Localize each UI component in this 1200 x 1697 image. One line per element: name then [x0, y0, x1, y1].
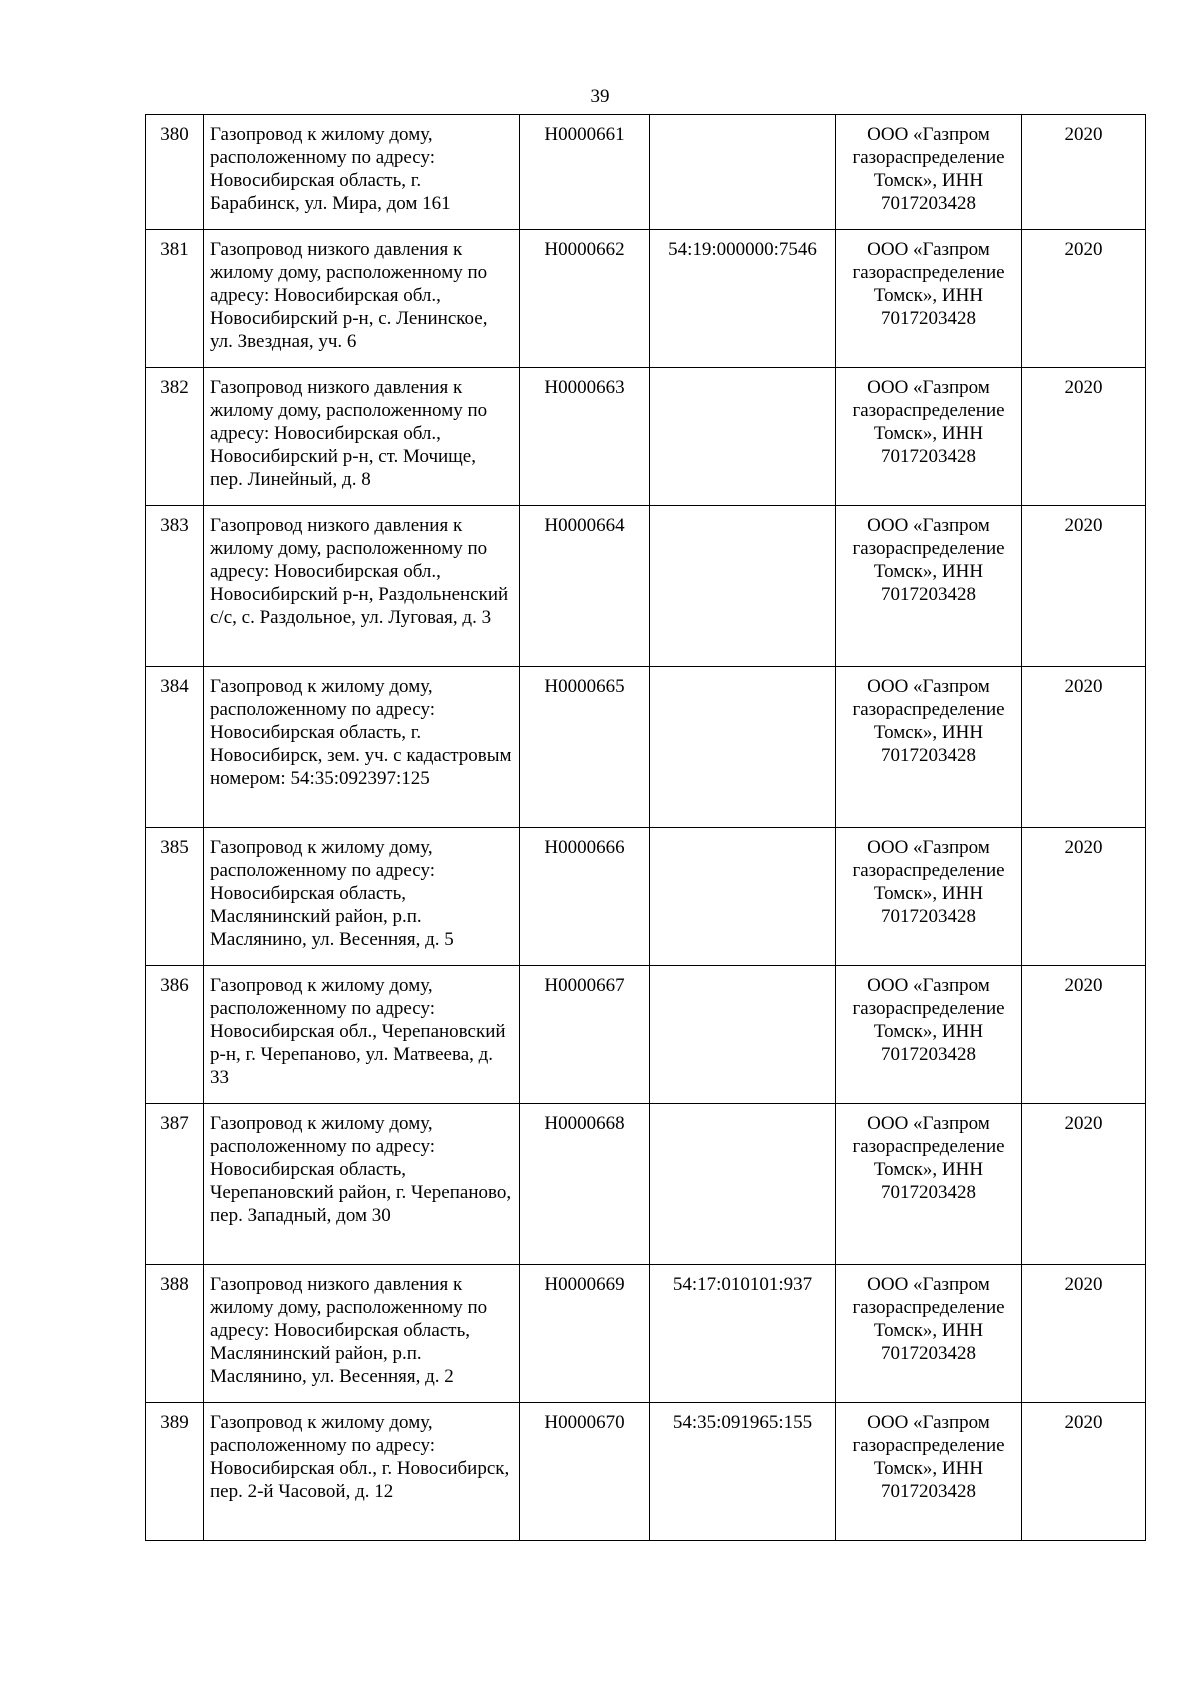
gas-pipeline-registry-table — [145, 114, 1146, 1541]
year: 2020 — [1022, 966, 1146, 1104]
year: 2020 — [1022, 115, 1146, 230]
object-description: Газопровод низкого давления к жилому дому, расположенному по адресу: Новосибирская обл., Новосибирский р-н, с. Ленинское, ул. Звездная, уч. 6 — [204, 230, 520, 368]
year: 2020 — [1022, 1265, 1146, 1403]
object-description: Газопровод низкого давления к жилому дому, расположенному по адресу: Новосибирская обл., Новосибирский р-н, Раздольненский с/с, с. Раздольное, ул. Луговая, д. 3 — [204, 506, 520, 667]
cadastral-number — [650, 667, 836, 828]
object-description: Газопровод низкого давления к жилому дому, расположенному по адресу: Новосибирская обл., Новосибирский р-н, ст. Мочище, пер. Линейный, д. 8 — [204, 368, 520, 506]
table-row — [146, 506, 1146, 667]
row-number: 381 — [146, 230, 204, 368]
table-row — [146, 828, 1146, 966]
owner-organization: ООО «Газпром газораспределение Томск», ИНН 7017203428 — [836, 828, 1022, 966]
owner-organization: ООО «Газпром газораспределение Томск», ИНН 7017203428 — [836, 115, 1022, 230]
cadastral-number — [650, 368, 836, 506]
inventory-number: Н0000668 — [520, 1104, 650, 1265]
row-number: 380 — [146, 115, 204, 230]
cadastral-number: 54:19:000000:7546 — [650, 230, 836, 368]
cadastral-number — [650, 1104, 836, 1265]
table-row — [146, 966, 1146, 1104]
row-number: 384 — [146, 667, 204, 828]
inventory-number: Н0000664 — [520, 506, 650, 667]
year: 2020 — [1022, 368, 1146, 506]
object-description: Газопровод к жилому дому, расположенному по адресу: Новосибирская область, г. Барабинск, ул. Мира, дом 161 — [204, 115, 520, 230]
cadastral-number — [650, 966, 836, 1104]
owner-organization: ООО «Газпром газораспределение Томск», ИНН 7017203428 — [836, 667, 1022, 828]
year: 2020 — [1022, 828, 1146, 966]
row-number: 383 — [146, 506, 204, 667]
inventory-number: Н0000670 — [520, 1403, 650, 1541]
owner-organization: ООО «Газпром газораспределение Томск», ИНН 7017203428 — [836, 506, 1022, 667]
table-row — [146, 115, 1146, 230]
inventory-number: Н0000663 — [520, 368, 650, 506]
year: 2020 — [1022, 1403, 1146, 1541]
inventory-number: Н0000667 — [520, 966, 650, 1104]
year: 2020 — [1022, 506, 1146, 667]
inventory-number: Н0000669 — [520, 1265, 650, 1403]
object-description: Газопровод к жилому дому, расположенному по адресу: Новосибирская обл., Черепановский р-н, г. Черепаново, ул. Матвеева, д. 33 — [204, 966, 520, 1104]
owner-organization: ООО «Газпром газораспределение Томск», ИНН 7017203428 — [836, 966, 1022, 1104]
owner-organization: ООО «Газпром газораспределение Томск», ИНН 7017203428 — [836, 230, 1022, 368]
cadastral-number: 54:35:091965:155 — [650, 1403, 836, 1541]
cadastral-number — [650, 828, 836, 966]
table-row — [146, 667, 1146, 828]
table-row — [146, 1403, 1146, 1541]
table-row — [146, 230, 1146, 368]
row-number: 387 — [146, 1104, 204, 1265]
page-number: 39 — [590, 86, 610, 107]
inventory-number: Н0000666 — [520, 828, 650, 966]
object-description: Газопровод к жилому дому, расположенному по адресу: Новосибирская область, Маслянинский район, р.п. Маслянино, ул. Весенняя, д. 5 — [204, 828, 520, 966]
table-row — [146, 1104, 1146, 1265]
cadastral-number: 54:17:010101:937 — [650, 1265, 836, 1403]
inventory-number: Н0000662 — [520, 230, 650, 368]
table-row — [146, 1265, 1146, 1403]
row-number: 382 — [146, 368, 204, 506]
table-row — [146, 368, 1146, 506]
object-description: Газопровод к жилому дому, расположенному по адресу: Новосибирская область, Черепановский район, г. Черепаново, пер. Западный, дом 30 — [204, 1104, 520, 1265]
year: 2020 — [1022, 667, 1146, 828]
inventory-number: Н0000665 — [520, 667, 650, 828]
owner-organization: ООО «Газпром газораспределение Томск», ИНН 7017203428 — [836, 1104, 1022, 1265]
row-number: 388 — [146, 1265, 204, 1403]
owner-organization: ООО «Газпром газораспределение Томск», ИНН 7017203428 — [836, 1265, 1022, 1403]
row-number: 389 — [146, 1403, 204, 1541]
owner-organization: ООО «Газпром газораспределение Томск», ИНН 7017203428 — [836, 1403, 1022, 1541]
object-description: Газопровод низкого давления к жилому дому, расположенному по адресу: Новосибирская область, Маслянинский район, р.п. Маслянино, ул. Весенняя, д. 2 — [204, 1265, 520, 1403]
object-description: Газопровод к жилому дому, расположенному по адресу: Новосибирская обл., г. Новосибирск, пер. 2-й Часовой, д. 12 — [204, 1403, 520, 1541]
year: 2020 — [1022, 1104, 1146, 1265]
row-number: 385 — [146, 828, 204, 966]
inventory-number: Н0000661 — [520, 115, 650, 230]
year: 2020 — [1022, 230, 1146, 368]
cadastral-number — [650, 115, 836, 230]
object-description: Газопровод к жилому дому, расположенному по адресу: Новосибирская область, г. Новосибирск, зем. уч. с кадастровым номером: 54:35:092397:125 — [204, 667, 520, 828]
owner-organization: ООО «Газпром газораспределение Томск», ИНН 7017203428 — [836, 368, 1022, 506]
cadastral-number — [650, 506, 836, 667]
row-number: 386 — [146, 966, 204, 1104]
